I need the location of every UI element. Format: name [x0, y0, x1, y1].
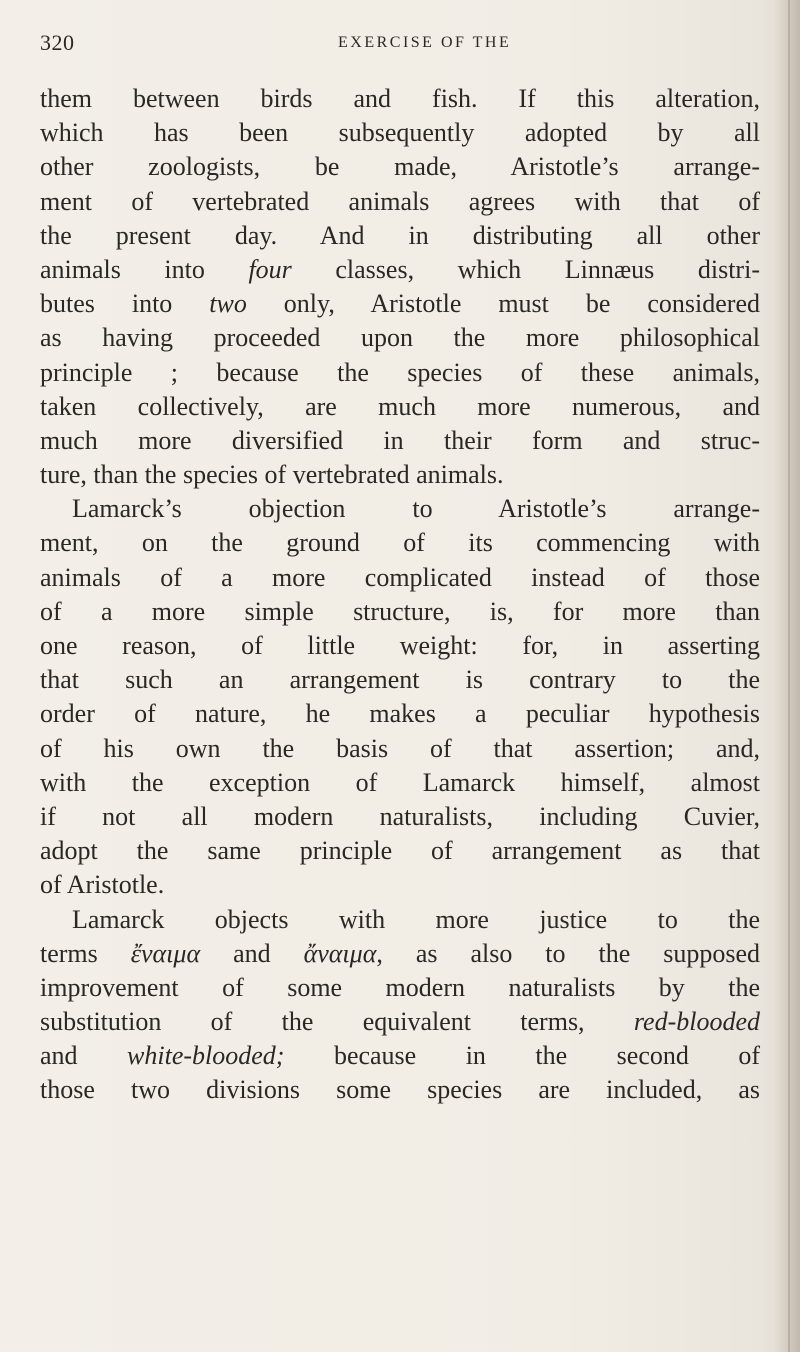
text-line: ment, on the ground of its commencing with — [40, 528, 760, 558]
italic-word: red-blooded — [633, 1007, 760, 1037]
text-line: principle ; because the species of these animals, — [40, 357, 760, 387]
text-line: those two divisions some species are included, as — [40, 1075, 760, 1105]
page-edge-shadow — [774, 0, 800, 1352]
text-line: one reason, of little weight: for, in asserting — [40, 631, 760, 660]
text-line: animals of a more complicated instead of those — [40, 562, 760, 592]
text-line — [40, 287, 760, 321]
text-line: Lamarck objects with more justice to the — [72, 904, 760, 934]
text-line: taken collectively, are much more numerous, and — [40, 391, 760, 421]
text-line: of his own the basis of that assertion; and, — [40, 733, 760, 763]
text-line — [40, 937, 760, 971]
greek-term: ἄναιμα — [303, 938, 377, 968]
text-run: and — [40, 1041, 128, 1071]
text-line: the present day. And in distributing all other — [40, 220, 760, 250]
text-line: which has been subsequently adopted by all — [40, 118, 760, 148]
text-line: as having proceeded upon the more philosophical — [40, 323, 760, 353]
text-line: other zoologists, be made, Aristotle’s arrange- — [40, 152, 760, 182]
text-line: them between birds and fish. If this alteration, — [40, 84, 760, 113]
text-line: of a more simple structure, is, for more than — [40, 596, 760, 626]
page-edge-line — [788, 0, 790, 1352]
text-line: that such an arrangement is contrary to the — [40, 665, 760, 695]
text-line: adopt the same principle of arrangement as that — [40, 836, 760, 866]
text-run: substitution of the equivalent terms, — [40, 1007, 634, 1037]
text-run: because in the second of — [284, 1041, 760, 1071]
text-line: Lamarck’s objection to Aristotle’s arrange- — [72, 494, 760, 524]
text-run: animals into — [40, 254, 249, 284]
text-run: classes, which Linnæus distri- — [291, 254, 760, 284]
body-text — [40, 82, 760, 1108]
page-header — [0, 30, 800, 60]
text-line — [40, 1039, 760, 1073]
greek-term: ἔναιμα — [130, 938, 201, 968]
text-line: ture, than the species of vertebrated animals. — [40, 460, 504, 490]
text-line: ment of vertebrated animals agrees with that of — [40, 186, 760, 216]
text-line: with the exception of Lamarck himself, almost — [40, 767, 760, 797]
text-line: of Aristotle. — [40, 870, 165, 900]
text-run: only, Aristotle must be considered — [246, 289, 760, 319]
text-line: much more diversified in their form and struc- — [40, 425, 760, 455]
page-number: 320 — [40, 30, 75, 55]
text-line — [40, 1005, 760, 1039]
text-run: terms — [40, 938, 131, 968]
text-run: , as also to the supposed — [376, 938, 760, 968]
text-run: and — [200, 938, 304, 968]
italic-word: two — [209, 289, 247, 319]
running-head: EXERCISE OF THE — [338, 34, 512, 51]
text-line — [40, 253, 760, 287]
text-line: order of nature, he makes a peculiar hypothesis — [40, 699, 760, 729]
text-line: if not all modern naturalists, including Cuvier, — [40, 801, 760, 831]
text-run: butes into — [40, 289, 210, 319]
italic-word: white-blooded; — [127, 1041, 285, 1071]
italic-word: four — [248, 254, 292, 284]
text-line: improvement of some modern naturalists by the — [40, 972, 760, 1002]
